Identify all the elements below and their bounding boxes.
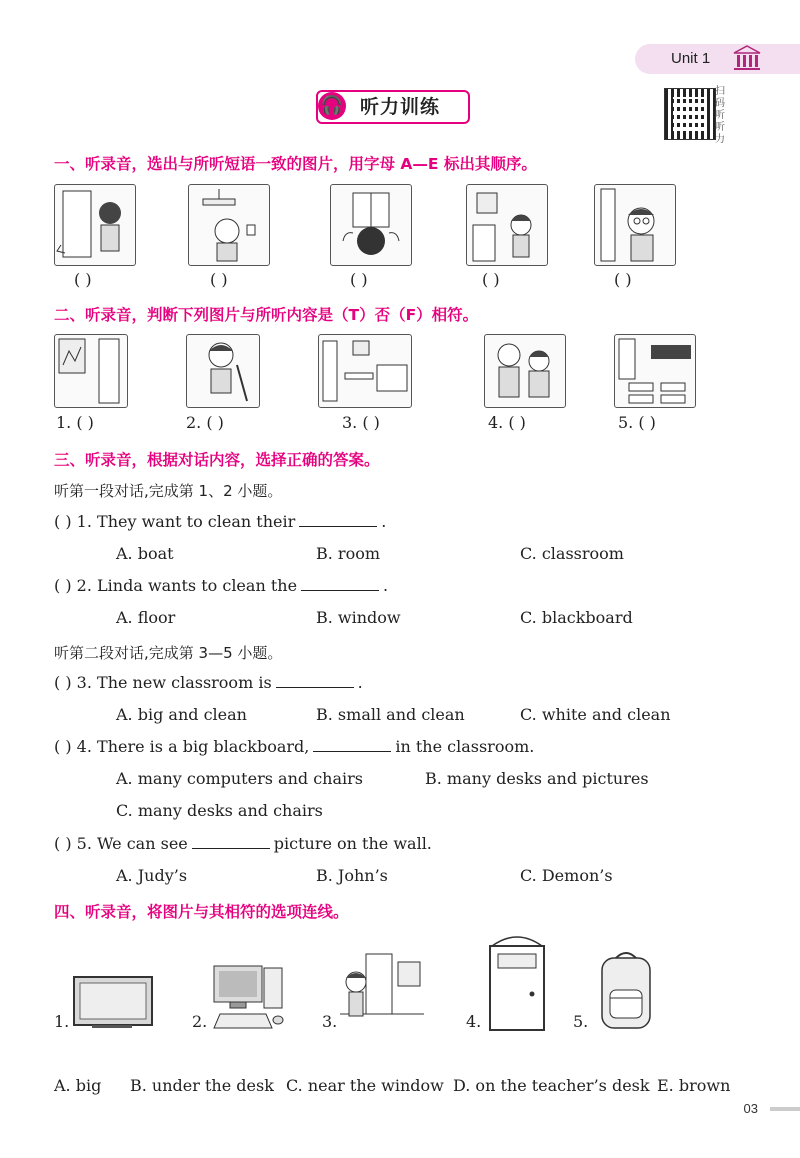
q1-bracket[interactable]: ( ) — [54, 512, 72, 531]
tf-item-1[interactable]: 1. ( ) — [56, 413, 94, 432]
pic-blackboard — [72, 975, 154, 1031]
section-3-heading: 三、听录音，根据对话内容，选择正确的答案。 — [54, 451, 380, 469]
match-num-1: 1. — [54, 1012, 70, 1031]
pic-computer — [210, 962, 286, 1032]
q4-option-a[interactable]: A. many computers and chairs — [116, 769, 363, 788]
tf-item-5[interactable]: 5. ( ) — [618, 413, 656, 432]
pic-door — [484, 928, 550, 1032]
match-option-d[interactable]: D. on the teacher’s desk — [453, 1076, 650, 1095]
pic-schoolbag — [594, 948, 658, 1032]
unit-label: Unit 1 — [671, 50, 711, 67]
pic-bedroom — [318, 334, 412, 408]
section-2-heading: 二、听录音，判断下列图片与所听内容是（T）否（F）相符。 — [54, 306, 479, 324]
q4-option-b[interactable]: B. many desks and pictures — [425, 769, 649, 788]
q3-post: . — [357, 673, 363, 692]
question-4 — [54, 737, 534, 756]
answer-bracket-3[interactable]: ( ) — [350, 270, 368, 289]
q3-option-a[interactable]: A. big and clean — [116, 705, 247, 724]
pic-clean-board — [594, 184, 676, 266]
q2-option-a[interactable]: A. floor — [116, 608, 176, 627]
q3-option-c[interactable]: C. white and clean — [520, 705, 671, 724]
question-2 — [54, 576, 388, 595]
qr-code-icon[interactable] — [664, 88, 716, 140]
tf-item-4[interactable]: 4. ( ) — [488, 413, 526, 432]
q5-blank[interactable] — [192, 834, 270, 849]
q4-blank[interactable] — [313, 737, 391, 752]
dialog-1-instruction: 听第一段对话,完成第 1、2 小题。 — [54, 482, 283, 500]
match-num-3: 3. — [322, 1012, 338, 1031]
q1-option-a[interactable]: A. boat — [116, 544, 174, 563]
building-icon — [732, 44, 762, 72]
q3-bracket[interactable]: ( ) — [54, 673, 72, 692]
pic-open-window — [330, 184, 412, 266]
q5-text: 5. We can see — [76, 834, 188, 853]
pic-classroom — [614, 334, 696, 408]
section-4-heading: 四、听录音，将图片与其相符的选项连线。 — [54, 903, 349, 921]
match-num-2: 2. — [192, 1012, 208, 1031]
answer-bracket-4[interactable]: ( ) — [482, 270, 500, 289]
q3-option-b[interactable]: B. small and clean — [316, 705, 465, 724]
q1-option-b[interactable]: B. room — [316, 544, 381, 563]
unit-tab — [635, 44, 800, 74]
q2-blank[interactable] — [301, 576, 379, 591]
q1-post: . — [381, 512, 387, 531]
question-1 — [54, 512, 386, 531]
q4-text: 4. There is a big blackboard, — [76, 737, 310, 756]
q5-option-a[interactable]: A. Judy’s — [116, 866, 188, 885]
page-bar — [770, 1107, 800, 1111]
q2-option-b[interactable]: B. window — [316, 608, 401, 627]
pic-picture-on-wall — [54, 334, 128, 408]
pic-boy-at-door — [340, 952, 424, 1032]
match-option-b[interactable]: B. under the desk — [130, 1076, 274, 1095]
page-number: 03 — [743, 1101, 758, 1116]
q3-blank[interactable] — [276, 673, 354, 688]
q5-post: picture on the wall. — [273, 834, 432, 853]
q4-post: in the classroom. — [395, 737, 535, 756]
match-option-a[interactable]: A. big — [54, 1076, 102, 1095]
question-5 — [54, 834, 432, 853]
q5-option-b[interactable]: B. John’s — [316, 866, 388, 885]
answer-bracket-5[interactable]: ( ) — [614, 270, 632, 289]
answer-bracket-1[interactable]: ( ) — [74, 270, 92, 289]
pic-girl-sweeping — [186, 334, 260, 408]
q3-text: 3. The new classroom is — [76, 673, 272, 692]
q1-option-c[interactable]: C. classroom — [520, 544, 624, 563]
match-option-e[interactable]: E. brown — [657, 1076, 731, 1095]
pic-boy-and-girl — [484, 334, 566, 408]
q2-text: 2. Linda wants to clean the — [76, 576, 298, 595]
match-option-c[interactable]: C. near the window — [286, 1076, 444, 1095]
q1-blank[interactable] — [299, 512, 377, 527]
match-num-5: 5. — [573, 1012, 589, 1031]
q2-option-c[interactable]: C. blackboard — [520, 608, 633, 627]
q1-text: 1. They want to clean their — [76, 512, 296, 531]
question-3 — [54, 673, 363, 692]
headphones-icon: 🎧 — [318, 92, 346, 120]
pic-clean-picture — [466, 184, 548, 266]
q4-option-c[interactable]: C. many desks and chairs — [116, 801, 323, 820]
dialog-2-instruction: 听第二段对话,完成第 3—5 小题。 — [54, 644, 283, 662]
pic-turn-on-light — [188, 184, 270, 266]
tf-item-2[interactable]: 2. ( ) — [186, 413, 224, 432]
q5-option-c[interactable]: C. Demon’s — [520, 866, 613, 885]
page-title: 听力训练 — [360, 96, 441, 118]
answer-bracket-2[interactable]: ( ) — [210, 270, 228, 289]
q2-bracket[interactable]: ( ) — [54, 576, 72, 595]
qr-label: 扫码听听力 — [715, 86, 725, 145]
match-num-4: 4. — [466, 1012, 482, 1031]
pic-open-door — [54, 184, 136, 266]
q2-post: . — [383, 576, 389, 595]
section-1-heading: 一、听录音，选出与所听短语一致的图片，用字母 A—E 标出其顺序。 — [54, 155, 537, 173]
tf-item-3[interactable]: 3. ( ) — [342, 413, 380, 432]
q4-bracket[interactable]: ( ) — [54, 737, 72, 756]
q5-bracket[interactable]: ( ) — [54, 834, 72, 853]
